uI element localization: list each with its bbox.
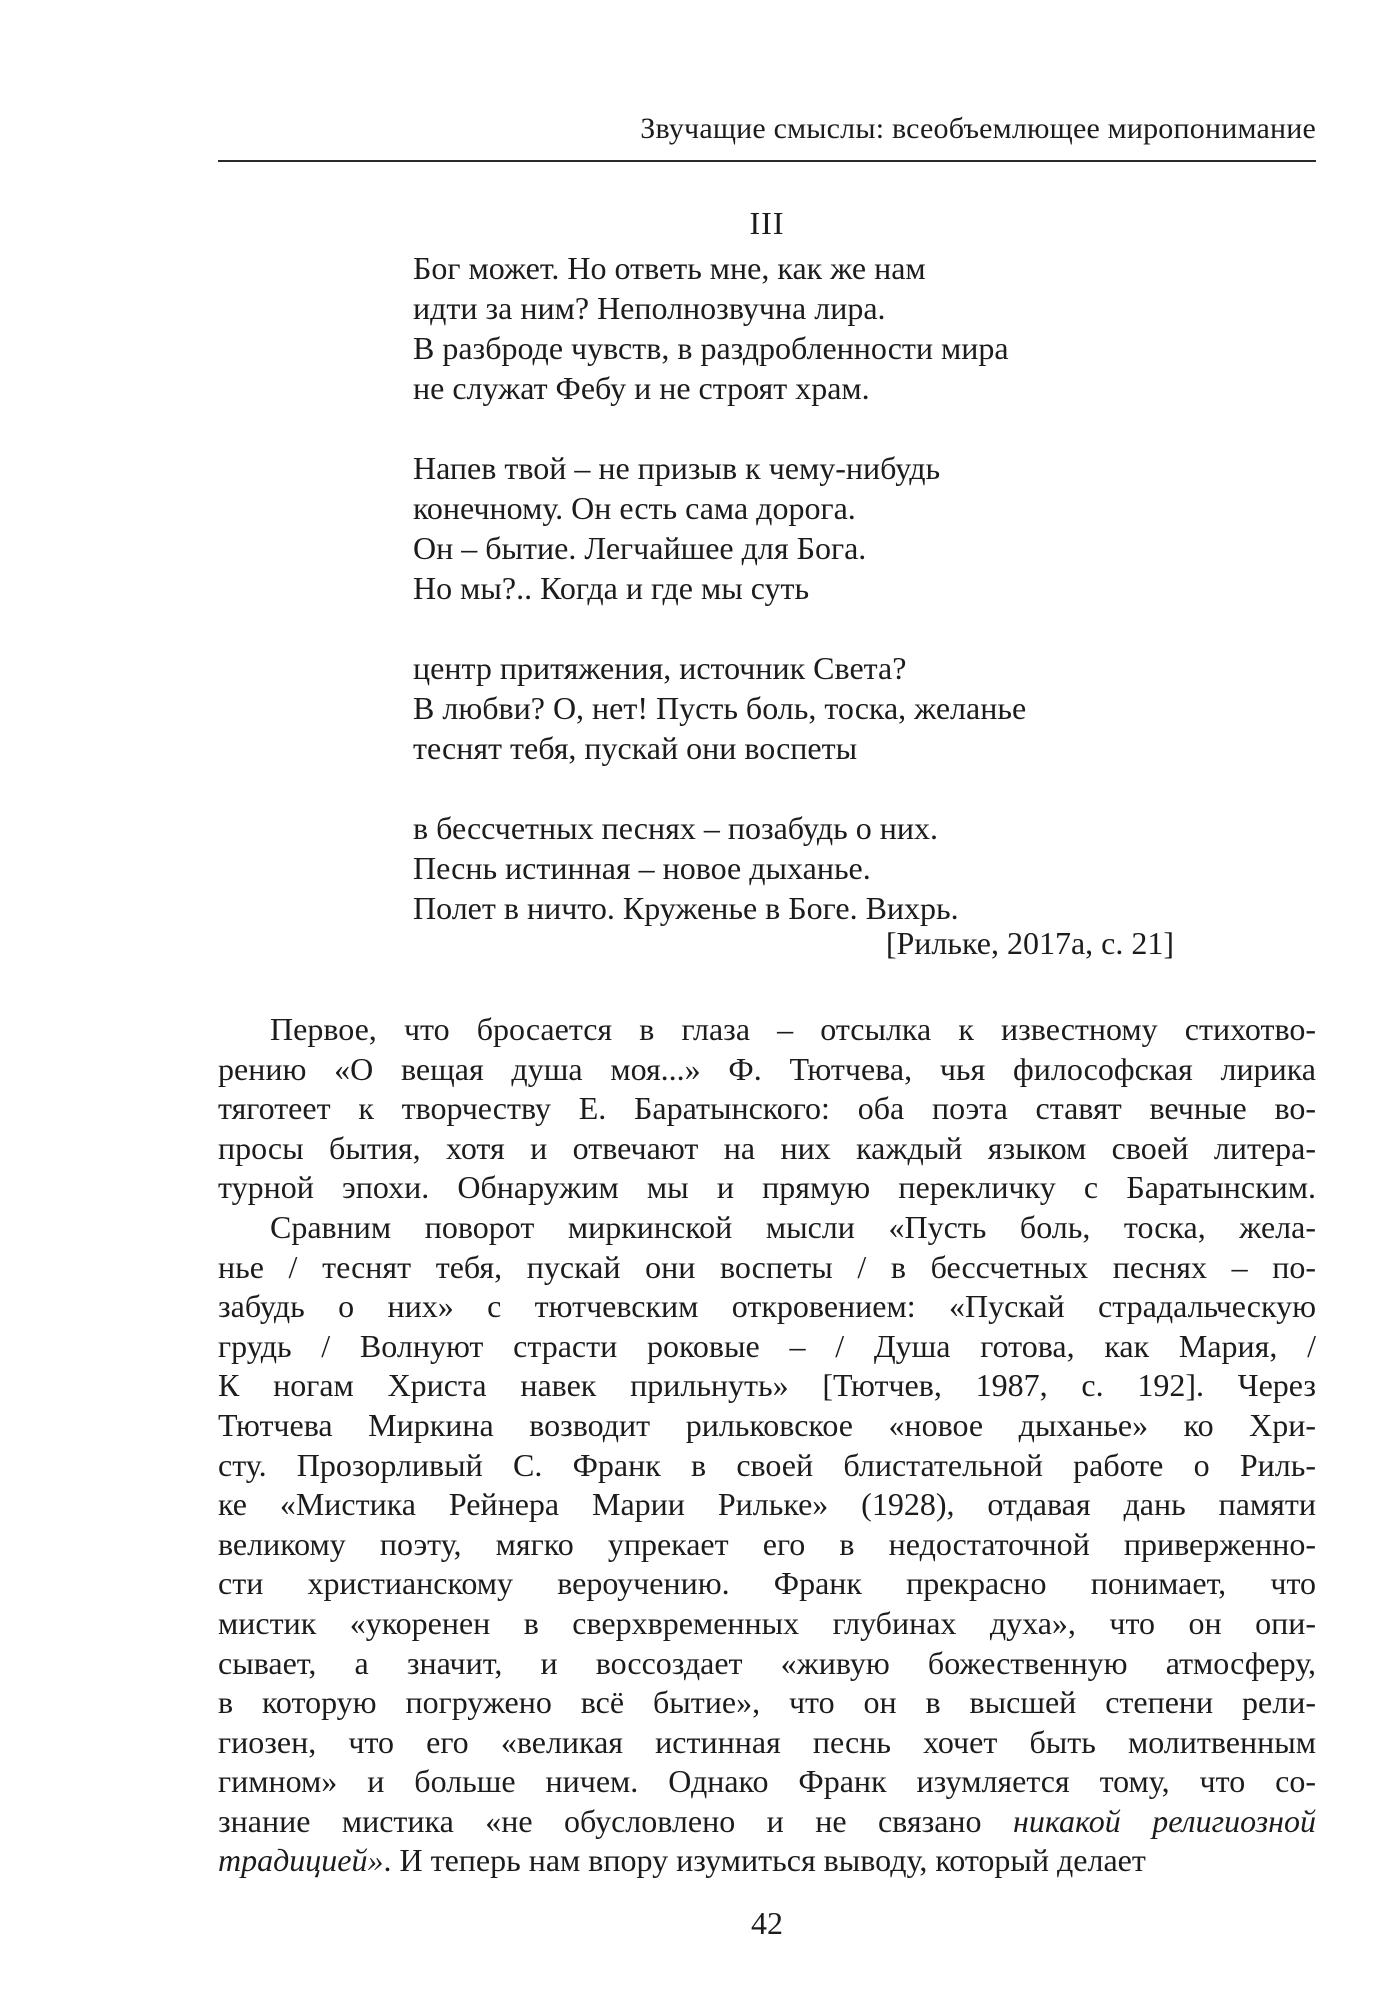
text-line: грудь / Волнуют страсти роковые – / Душа готова, как Мария, / xyxy=(218,1327,1316,1364)
poem-stanza xyxy=(413,248,1213,408)
poem-line: Полет в ничто. Круженье в Боге. Вихрь. xyxy=(413,890,959,926)
text-line: великому поэту, мягко упрекает его в недостаточной приверженно- xyxy=(218,1525,1316,1562)
text-line xyxy=(218,1841,1316,1881)
poem-line: Песнь истинная – новое дыханье. xyxy=(413,850,871,886)
text-line: Первое, что бросается в глаза – отсылка к известному стихотво- xyxy=(270,1011,1316,1047)
text-line: ке «Мистика Рейнера Марии Рильке» (1928), отдавая дань памяти xyxy=(218,1486,1316,1523)
poem xyxy=(413,248,1213,928)
paragraph xyxy=(218,1010,1316,1208)
text-line: К ногам Христа навек прильнуть» [Тютчев, 1987, с. 192]. Через xyxy=(218,1367,1316,1404)
poem-line: Напев твой – не призыв к чему-нибудь xyxy=(413,450,941,486)
text-line: гимном» и больше ничем. Однако Франк изумляется тому, что со- xyxy=(218,1763,1316,1800)
body-text xyxy=(218,1010,1316,1881)
poem-stanza xyxy=(413,448,1213,608)
poem-line: В любви? О, нет! Пусть боль, тоска, желанье xyxy=(413,690,1027,726)
text-line: мистик «укоренен в сверхвременных глубинах духа», что он опи- xyxy=(218,1604,1316,1641)
poem-stanza xyxy=(413,648,1213,768)
running-header: Звучащие смыслы: всеобъемлющее миропонимание xyxy=(640,112,1316,145)
text-line: рению «О вещая душа моя...» Ф. Тютчева, чья философская лирика xyxy=(218,1050,1316,1087)
poem-line: Бог может. Но ответь мне, как же нам xyxy=(413,250,926,286)
poem-line: идти за ним? Неполнозвучна лира. xyxy=(413,290,886,326)
text-line: тяготеет к творчеству Е. Баратынского: оба поэта ставят вечные во- xyxy=(218,1090,1316,1127)
text-line: нье / теснят тебя, пускай они воспеты / в бессчетных песнях – по- xyxy=(218,1248,1316,1285)
poem-citation: [Рильке, 2017a, с. 21] xyxy=(885,925,1174,961)
paragraph xyxy=(218,1208,1316,1881)
text-line: просы бытия, хотя и отвечают на них каждый языком своей литера- xyxy=(218,1129,1316,1166)
text-line: Тютчева Миркина возводит рильковское «новое дыханье» ко Хри- xyxy=(218,1406,1316,1443)
text-line xyxy=(218,1802,1316,1842)
poem-line: центр притяжения, источник Света? xyxy=(413,650,907,686)
text-line: турной эпохи. Обнаружим мы и прямую перекличку с Баратынским. xyxy=(218,1169,1316,1206)
poem-line: не служат Фебу и не строят храм. xyxy=(413,370,870,406)
text-line: в которую погружено всё бытие», что он в высшей степени рели- xyxy=(218,1684,1316,1721)
poem-line: Но мы?.. Когда и где мы суть xyxy=(413,570,810,606)
poem-line: в бессчетных песнях – позабудь о них. xyxy=(413,810,938,846)
poem-section-number: III xyxy=(749,205,785,241)
page-number: 42 xyxy=(751,1905,783,1941)
poem-stanza xyxy=(413,808,1213,928)
poem-line: Он – бытие. Легчайшее для Бога. xyxy=(413,530,867,566)
text-line: забудь о них» с тютчевским откровением: «Пускай страдальческую xyxy=(218,1288,1316,1325)
poem-line: конечному. Он есть сама дорога. xyxy=(413,490,856,526)
italic-emphasis: традицией» xyxy=(218,1842,384,1879)
poem-line: теснят тебя, пускай они воспеты xyxy=(413,730,858,766)
text-line: Сравним поворот миркинской мысли «Пусть боль, тоска, жела- xyxy=(270,1208,1316,1245)
poem-line: В разброде чувств, в раздробленности мира xyxy=(413,330,1009,366)
text-segment: . И теперь нам впору изумиться выводу, который делает xyxy=(383,1842,1146,1879)
italic-emphasis: никакой религиозной xyxy=(1013,1802,1316,1839)
text-line: гиозен, что его «великая истинная песнь хочет быть молитвенным xyxy=(218,1723,1316,1760)
text-line: сывает, а значит, и воссоздает «живую божественную атмосферу, xyxy=(218,1644,1316,1681)
text-line: сти христианскому вероучению. Франк прекрасно понимает, что xyxy=(218,1565,1316,1602)
header-rule xyxy=(218,160,1316,162)
text-segment: знание мистика «не обусловлено и не связано xyxy=(218,1802,982,1839)
text-line: сту. Прозорливый С. Франк в своей блистательной работе о Риль- xyxy=(218,1446,1316,1483)
